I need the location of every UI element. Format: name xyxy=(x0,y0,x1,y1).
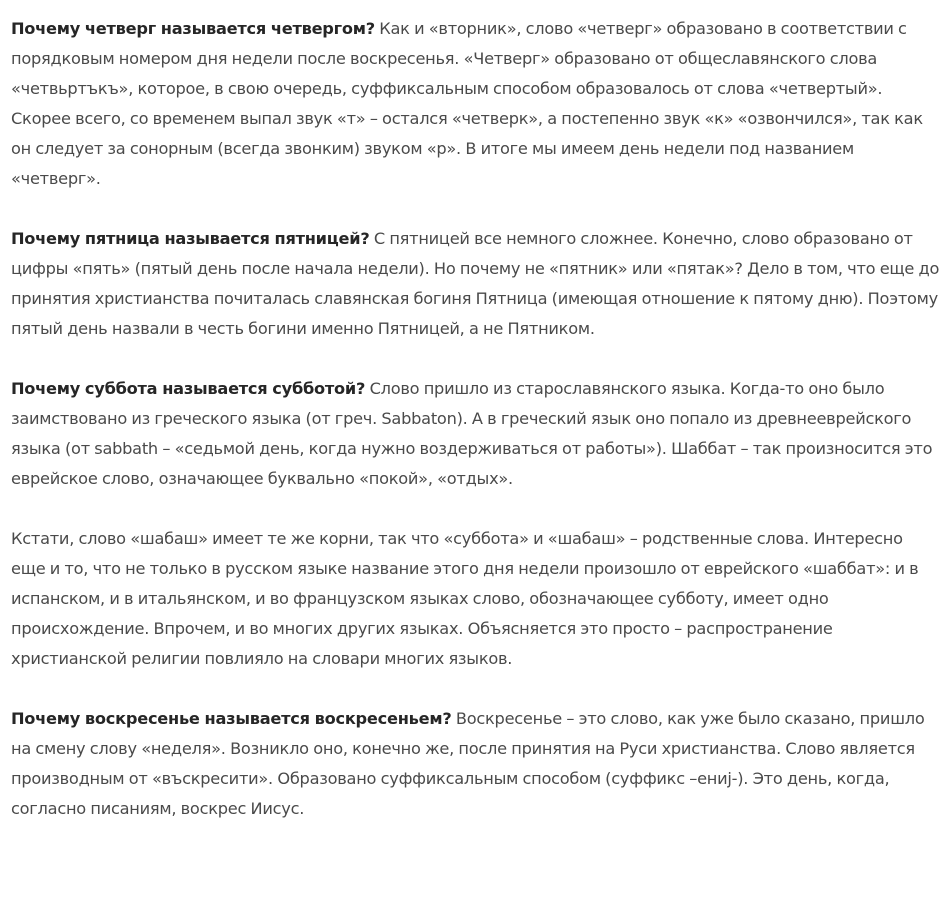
question-heading-sunday: Почему воскресенье называется воскресеньем? xyxy=(11,709,452,728)
question-heading-friday: Почему пятница называется пятницей? xyxy=(11,229,370,248)
paragraph-saturday xyxy=(11,374,941,494)
answer-text-shabash: Кстати, слово «шабаш» имеет те же корни, так что «суббота» и «шабаш» – родственные слова. Интересно еще и то, что не только в русском языке название этого дня недели произошло от еврейского «шаббат»: и в испанском, и в итальянском, и во французском языках слово, обозначающее субботу, имеет одно происхождение. Впрочем, и во многих других языках. Объясняется это просто – распространение христианской религии повлияло на словари многих языков. xyxy=(11,529,919,668)
answer-text-friday: С пятницей все немного сложнее. Конечно, слово образовано от цифры «пять» (пятый день после начала недели). Но почему не «пятник» или «пятак»? Дело в том, что еще до принятия христианства почиталась славянская богиня Пятница (имеющая отношение к пятому дню). Поэтому пятый день назвали в честь богини именно Пятницей, а не Пятником. xyxy=(11,229,940,338)
answer-text-thursday: Как и «вторник», слово «четверг» образовано в соответствии с порядковым номером дня недели после воскресенья. «Четверг» образовано от общеславянского слова «четвьртъкъ», которое, в свою очередь, суффиксальным способом образовалось от слова «четвертый». Скорее всего, со временем выпал звук «т» – остался «четверк», а постепенно звук «к» «озвончился», так как он следует за сонорным (всегда звонким) звуком «р». В итоге мы имеем день недели под названием «четверг». xyxy=(11,19,923,188)
answer-text-sunday: Воскресенье – это слово, как уже было сказано, пришло на смену слову «неделя». Возникло оно, конечно же, после принятия на Руси христианства. Слово является производным от «въскресити». Образовано суффиксальным способом (суффикс –ениj-). Это день, когда, согласно писаниям, воскрес Иисус. xyxy=(11,709,925,818)
paragraph-shabash xyxy=(11,524,941,674)
answer-text-saturday: Слово пришло из старославянского языка. Когда-то оно было заимствовано из греческого языка (от греч. Sabbaton). А в греческий язык оно попало из древнееврейского языка (от sabbath – «седьмой день, когда нужно воздерживаться от работы»). Шаббат – так произносится это еврейское слово, означающее буквально «покой», «отдых». xyxy=(11,379,933,488)
article-body xyxy=(11,14,941,854)
paragraph-thursday xyxy=(11,14,941,194)
paragraph-sunday xyxy=(11,704,941,824)
paragraph-friday xyxy=(11,224,941,344)
question-heading-thursday: Почему четверг называется четвергом? xyxy=(11,19,375,38)
question-heading-saturday: Почему суббота называется субботой? xyxy=(11,379,366,398)
